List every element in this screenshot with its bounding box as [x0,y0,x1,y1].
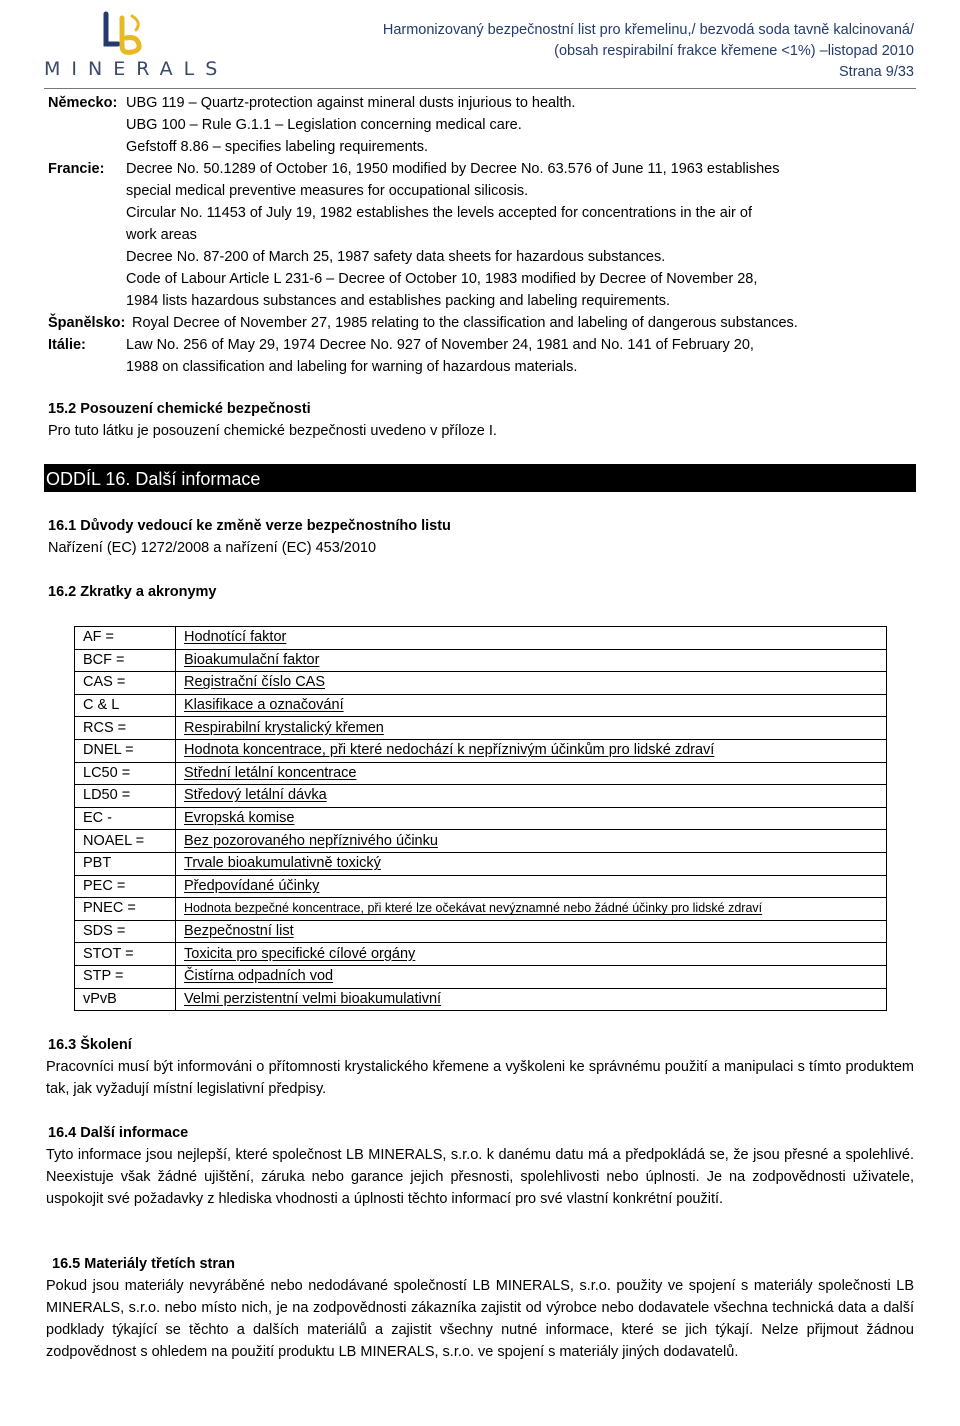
abbreviation-meaning: Klasifikace a označování [176,694,887,717]
reg-francie-1: Decree No. 50.1289 of October 16, 1950 modified by Decree No. 63.576 of June 11, 1963 establishes [126,161,780,177]
label-spanelsko: Španělsko: [48,315,126,331]
abbreviation-meaning: Střední letální koncentrace [176,762,887,785]
abbreviation-row [75,762,887,785]
reg-francie-5: Decree No. 87-200 of March 25, 1987 safety data sheets for hazardous substances. [126,249,666,265]
reg-spanelsko-1: Royal Decree of November 27, 1985 relating to the classification and labeling of dangerous substances. [132,315,798,331]
text-16-3: Pracovníci musí být informováni o přítomnosti krystalického křemene a vyškoleni ke správnému použití a manipulaci s tímto produktem tak, jak vyžadují místní legislativní předpisy. [46,1059,914,1097]
abbreviation-row [75,717,887,740]
reg-italie-2: 1988 on classification and labeling for warning of hazardous materials. [126,359,578,375]
abbreviation-row [75,898,887,921]
abbreviation-meaning: Bez pozorovaného nepříznivého účinku [176,830,887,853]
abbreviation-key: EC - [75,807,176,830]
abbreviation-key: SDS = [75,920,176,943]
abbreviation-key: PNEC = [75,898,176,921]
abbreviation-key: RCS = [75,717,176,740]
abbreviation-row [75,694,887,717]
abbreviation-key: AF = [75,627,176,650]
abbreviation-row [75,807,887,830]
header-title-line2: (obsah respirabilní frakce křemene <1%) –listopad 2010 [554,43,914,59]
abbreviation-meaning: Bezpečnostní list [176,920,887,943]
abbreviation-row [75,852,887,875]
abbreviation-key: LD50 = [75,785,176,808]
abbreviation-row [75,988,887,1011]
page-number: Strana 9/33 [839,64,914,80]
heading-16-1: 16.1 Důvody vedoucí ke změně verze bezpečnostního listu [48,518,451,534]
abbreviation-meaning: Hodnota koncentrace, při které nedochází k nepříznivým účinkům pro lidské zdraví [176,739,887,762]
section-16-header: ODDÍL 16. Další informace [44,464,916,492]
abbreviation-meaning: Evropská komise [176,807,887,830]
abbreviation-meaning: Trvale bioakumulativně toxický [176,852,887,875]
abbreviation-meaning: Toxicita pro specifické cílové orgány [176,943,887,966]
reg-francie-2: special medical preventive measures for occupational silicosis. [126,183,529,199]
abbreviation-row [75,739,887,762]
abbreviation-row [75,627,887,650]
abbreviation-key: DNEL = [75,739,176,762]
abbreviations-table [74,626,887,1011]
abbreviation-meaning: Středový letální dávka [176,785,887,808]
document-header [383,20,914,83]
header-title-line1: Harmonizovaný bezpečnostní list pro křemelinu,/ bezvodá soda tavně kalcinovaná/ [382,22,914,38]
abbreviation-row [75,830,887,853]
company-logo [18,8,229,80]
abbreviation-key: LC50 = [75,762,176,785]
abbreviation-meaning: Hodnota bezpečné koncentrace, při které lze očekávat nevýznamné nebo žádné účinky pro lidské zdraví [176,898,887,921]
abbreviations-table-body [75,627,887,1011]
heading-16-2: 16.2 Zkratky a akronymy [48,584,217,600]
reg-italie-1: Law No. 256 of May 29, 1974 Decree No. 927 of November 24, 1981 and No. 141 of February 20, [126,337,754,353]
text-15-2: Pro tuto látku je posouzení chemické bezpečnosti uvedeno v příloze I. [48,423,497,439]
abbreviation-row [75,965,887,988]
abbreviation-row [75,920,887,943]
abbreviation-key: C & L [75,694,176,717]
abbreviation-key: BCF = [75,649,176,672]
abbreviation-meaning: Respirabilní krystalický křemen [176,717,887,740]
abbreviation-key: PBT [75,852,176,875]
abbreviation-meaning: Čistírna odpadních vod [176,965,887,988]
abbreviation-meaning: Velmi perzistentní velmi bioakumulativní [176,988,887,1011]
abbreviation-key: CAS = [75,672,176,695]
label-francie: Francie: [48,161,105,177]
header-divider [44,88,916,89]
abbreviation-key: NOAEL = [75,830,176,853]
abbreviation-key: STOT = [75,943,176,966]
abbreviation-key: STP = [75,965,176,988]
reg-francie-3: Circular No. 11453 of July 19, 1982 establishes the levels accepted for concentrations in the air of [126,205,753,221]
heading-16-4: 16.4 Další informace [48,1125,189,1141]
abbreviation-meaning: Předpovídané účinky [176,875,887,898]
label-italie: Itálie: [48,337,86,353]
abbreviation-row [75,649,887,672]
abbreviation-meaning: Hodnotící faktor [176,627,887,650]
abbreviation-row [75,875,887,898]
reg-francie-4: work areas [126,227,197,243]
reg-nemecko-3: Gefstoff 8.86 – specifies labeling requirements. [126,139,428,155]
logo-text: MINERALS [44,58,229,80]
text-16-1: Nařízení (EC) 1272/2008 a nařízení (EC) 453/2010 [48,540,377,556]
abbreviation-key: PEC = [75,875,176,898]
abbreviation-row [75,672,887,695]
abbreviation-row [75,785,887,808]
reg-nemecko-2: UBG 100 – Rule G.1.1 – Legislation concerning medical care. [126,117,522,133]
reg-nemecko-1: UBG 119 – Quartz-protection against mineral dusts injurious to health. [126,95,576,111]
label-nemecko: Německo: [48,95,118,111]
abbreviation-meaning: Bioakumulační faktor [176,649,887,672]
text-16-5: Pokud jsou materiály nevyráběné nebo nedodávané společností LB MINERALS, s.r.o. použity ve spojení s materiály společnosti LB MINERALS, s.r.o. nebo místo nich, je na zodpovědnosti zákazníka zajistit od výrobce nebo dodavatele všechna technická data a další podklady týkající se těchto a dalších materiálů a zajistit všechny nutné informace, které se jich týkají. Nelze přijmout žádnou zodpovědnost s ohledem na použití produktu LB MINERALS, s.r.o. ve spojení s materiály jiných dodavatelů. [46,1278,914,1360]
reg-francie-6: Code of Labour Article L 231-6 – Decree of October 10, 1983 modified by Decree of November 28, [126,271,758,287]
logo-mark-icon [18,8,218,58]
abbreviation-row [75,943,887,966]
abbreviation-key: vPvB [75,988,176,1011]
heading-16-5: 16.5 Materiály třetích stran [52,1256,235,1272]
text-16-4: Tyto informace jsou nejlepší, které společnost LB MINERALS, s.r.o. k danému datu má a předpokládá se, že jsou přesné a spolehlivé. Neexistuje však žádné ujištění, záruka nebo garance jejich přesnosti, spolehlivosti nebo úplnosti. Je na zodpovědnosti uživatele, uspokojit své požadavky z hlediska vhodnosti a úplnosti těchto informací pro své vlastní konkrétní použití. [46,1147,914,1207]
heading-16-3: 16.3 Školení [48,1037,132,1053]
heading-15-2: 15.2 Posouzení chemické bezpečnosti [48,401,311,417]
reg-francie-7: 1984 lists hazardous substances and establishes packing and labeling requirements. [126,293,671,309]
abbreviation-meaning: Registrační číslo CAS [176,672,887,695]
